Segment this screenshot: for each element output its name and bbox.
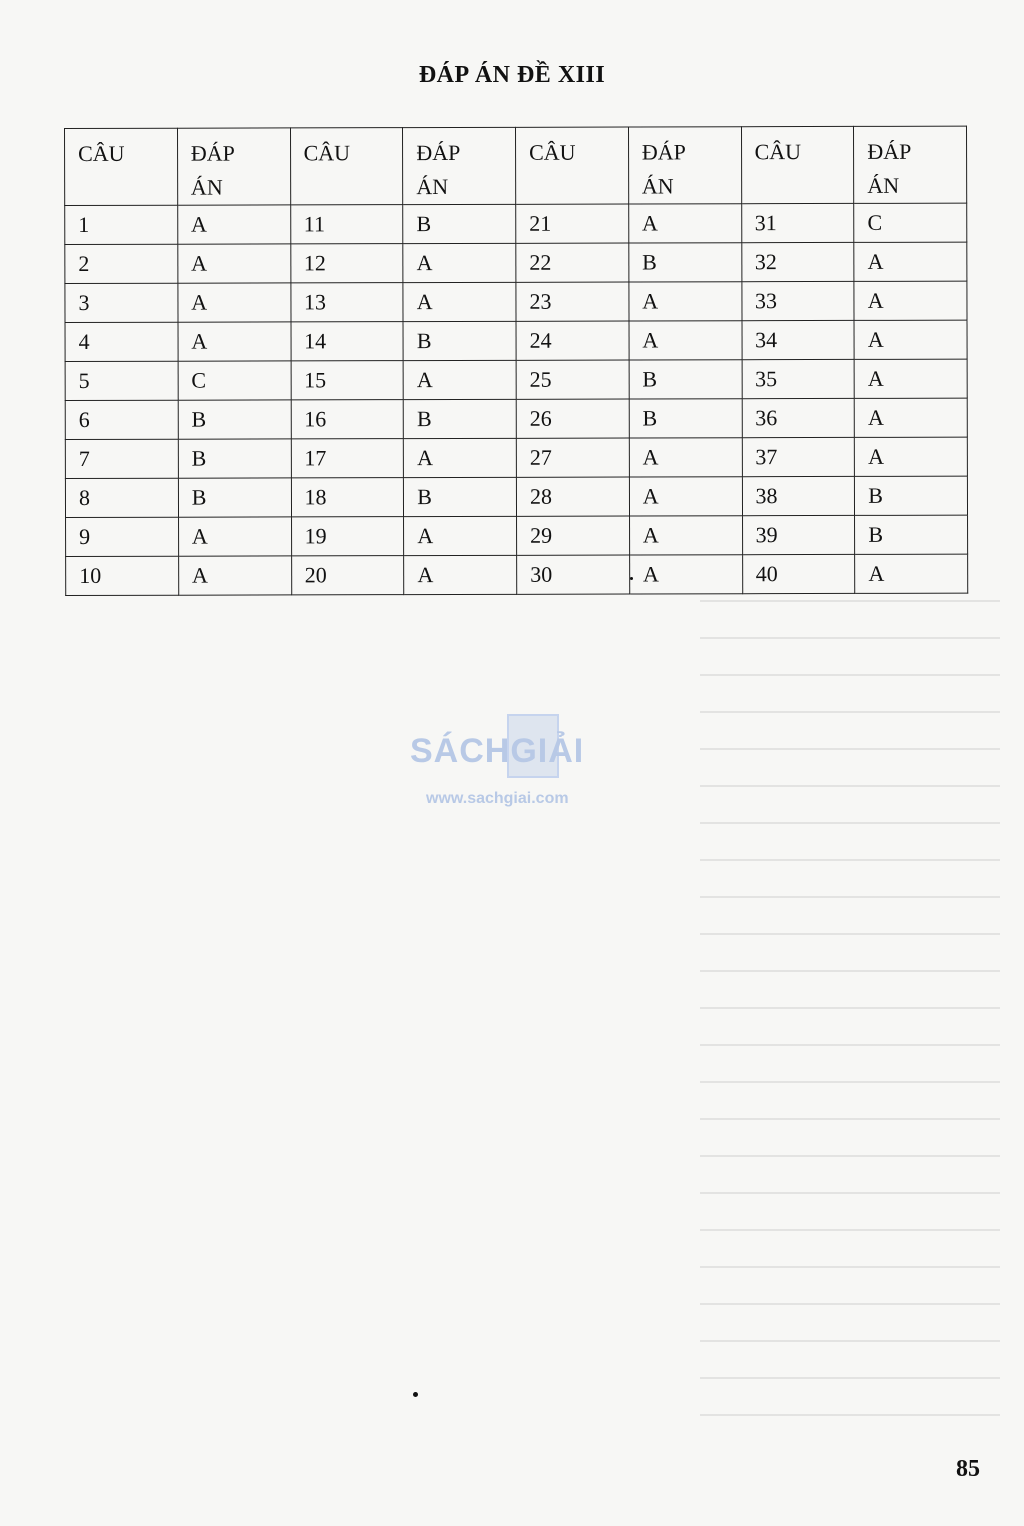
watermark-url: www.sachgiai.com <box>426 790 569 807</box>
answer-letter: A <box>629 438 742 477</box>
answer-letter: C <box>854 203 967 242</box>
question-number: 13 <box>290 283 403 322</box>
watermark <box>410 714 620 814</box>
answer-letter: B <box>403 204 516 243</box>
answer-letter: A <box>403 243 516 282</box>
answer-letter: B <box>404 477 517 516</box>
table-row <box>65 203 967 244</box>
column-header: ĐÁP ÁN <box>628 127 741 204</box>
answer-letter: A <box>629 321 742 360</box>
answer-letter: B <box>403 321 516 360</box>
answer-letter: B <box>629 360 742 399</box>
page-title: ĐÁP ÁN ĐỀ XIII <box>418 62 606 88</box>
column-header: ĐÁP ÁN <box>403 127 516 204</box>
table-row <box>66 515 968 556</box>
answer-letter: A <box>854 281 967 320</box>
table-row <box>65 281 967 322</box>
answer-letter: A <box>855 437 968 476</box>
question-number: 14 <box>291 322 404 361</box>
question-number: 24 <box>516 321 629 360</box>
answer-letter: A <box>854 320 967 359</box>
question-number: 23 <box>516 282 629 321</box>
question-number: 9 <box>66 517 179 556</box>
answer-key-table <box>64 126 968 596</box>
answer-letter: B <box>403 399 516 438</box>
answer-letter: A <box>855 554 968 593</box>
question-number: 28 <box>516 477 629 516</box>
question-number: 15 <box>291 361 404 400</box>
column-header: ĐÁP ÁN <box>854 126 967 203</box>
answer-letter: A <box>404 516 517 555</box>
ink-speck <box>630 577 633 580</box>
column-header: CÂU <box>741 126 854 203</box>
answer-letter: A <box>178 283 291 322</box>
question-number: 21 <box>516 204 629 243</box>
answer-letter: A <box>628 204 741 243</box>
answer-letter: B <box>178 478 291 517</box>
answer-letter: A <box>177 205 290 244</box>
page-number: 85 <box>956 1456 980 1482</box>
question-number: 3 <box>65 283 178 322</box>
question-number: 26 <box>516 399 629 438</box>
show-through-text <box>700 600 1000 1420</box>
table-row <box>65 359 967 400</box>
answer-letter: A <box>178 517 291 556</box>
table-row <box>65 242 967 283</box>
question-number: 11 <box>290 205 403 244</box>
question-number: 27 <box>516 438 629 477</box>
question-number: 39 <box>742 515 855 554</box>
question-number: 32 <box>741 242 854 281</box>
question-number: 10 <box>66 556 179 595</box>
question-number: 29 <box>517 516 630 555</box>
question-number: 19 <box>291 517 404 556</box>
answer-letter: B <box>629 399 742 438</box>
question-number: 1 <box>65 205 178 244</box>
answer-letter: B <box>855 515 968 554</box>
answer-letter: B <box>178 439 291 478</box>
question-number: 38 <box>742 476 855 515</box>
question-number: 6 <box>65 400 178 439</box>
table-row <box>65 320 967 361</box>
question-number: 40 <box>742 554 855 593</box>
question-number: 4 <box>65 322 178 361</box>
question-number: 36 <box>742 398 855 437</box>
answer-letter: A <box>178 322 291 361</box>
table-row <box>66 554 968 595</box>
column-header: ĐÁP ÁN <box>177 128 290 205</box>
answer-letter: A <box>854 242 967 281</box>
column-header: CÂU <box>515 127 628 204</box>
question-number: 5 <box>65 361 178 400</box>
answer-letter: A <box>403 360 516 399</box>
question-number: 30 <box>517 555 630 594</box>
watermark-brand: SÁCHGIẢI <box>410 732 585 770</box>
question-number: 16 <box>291 400 404 439</box>
answer-letter: B <box>629 243 742 282</box>
answer-letter: A <box>629 477 742 516</box>
question-number: 33 <box>741 281 854 320</box>
answer-letter: A <box>629 282 742 321</box>
answer-letter: A <box>403 282 516 321</box>
table-row <box>65 476 967 517</box>
answer-letter: A <box>629 516 742 555</box>
table-row <box>65 437 967 478</box>
table-header-row <box>65 126 967 205</box>
question-number: 31 <box>741 203 854 242</box>
question-number: 37 <box>742 437 855 476</box>
answer-letter: B <box>855 476 968 515</box>
answer-letter: A <box>178 244 291 283</box>
answer-letter: A <box>629 555 742 594</box>
question-number: 18 <box>291 478 404 517</box>
answer-letter: A <box>854 398 967 437</box>
question-number: 2 <box>65 244 178 283</box>
question-number: 34 <box>742 320 855 359</box>
ink-speck <box>413 1392 418 1397</box>
answer-letter: A <box>404 555 517 594</box>
question-number: 35 <box>742 359 855 398</box>
question-number: 22 <box>516 243 629 282</box>
question-number: 20 <box>291 556 404 595</box>
answer-letter: A <box>404 438 517 477</box>
question-number: 17 <box>291 439 404 478</box>
question-number: 8 <box>65 478 178 517</box>
answer-letter: A <box>854 359 967 398</box>
question-number: 25 <box>516 360 629 399</box>
question-number: 12 <box>290 244 403 283</box>
column-header: CÂU <box>65 128 178 205</box>
answer-letter: B <box>178 400 291 439</box>
answer-letter: C <box>178 361 291 400</box>
question-number: 7 <box>65 439 178 478</box>
answer-letter: A <box>178 556 291 595</box>
table-row <box>65 398 967 439</box>
column-header: CÂU <box>290 128 403 205</box>
